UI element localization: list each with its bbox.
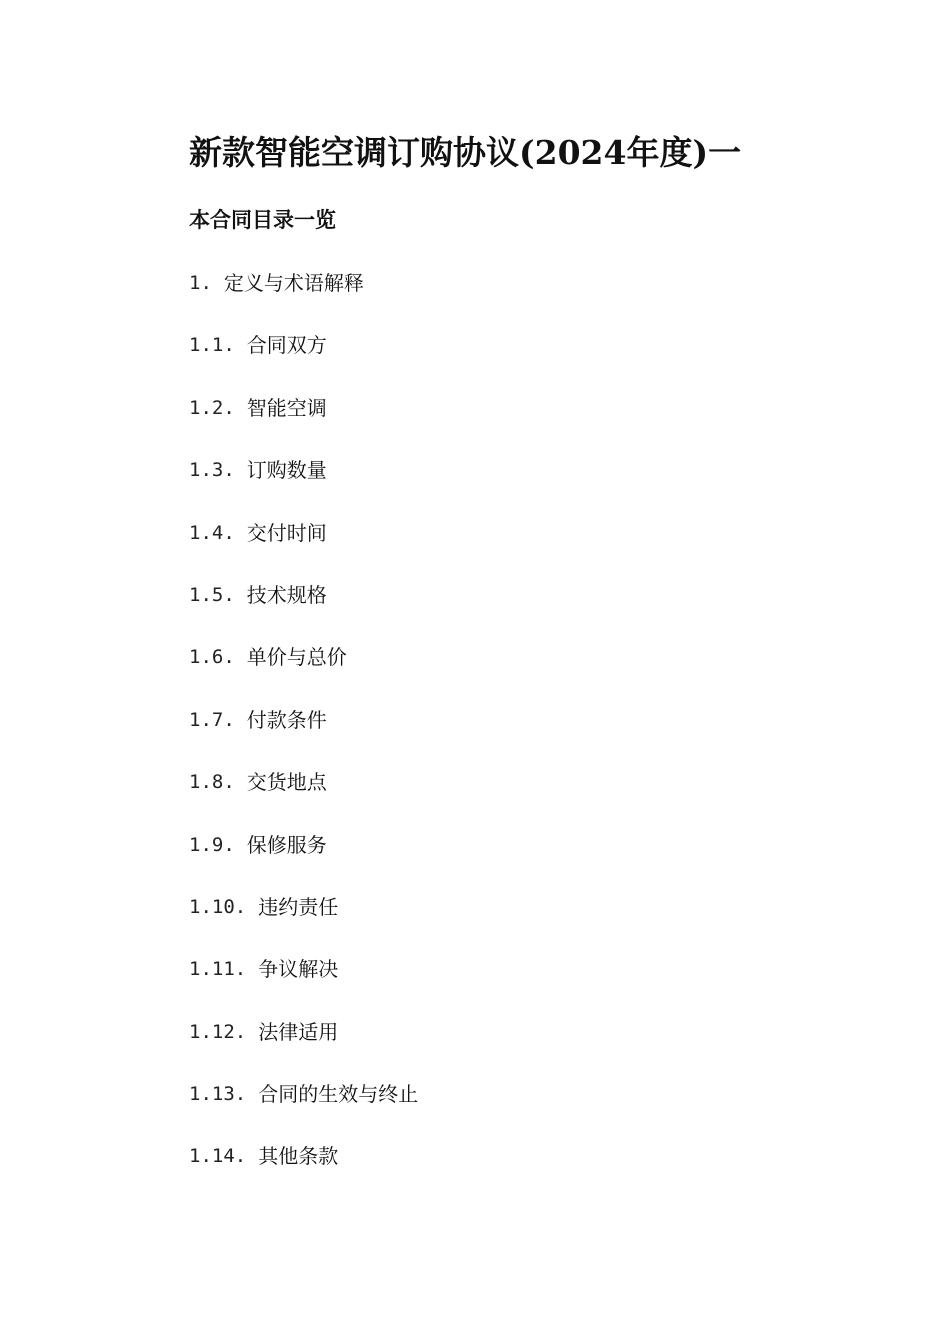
toc-item [189, 393, 418, 455]
toc-item-text: 技术规格 [246, 582, 327, 607]
toc-heading: 本合同目录一览 [189, 207, 336, 232]
toc-item [189, 892, 418, 954]
toc-item [189, 518, 418, 580]
toc-item-number: 1.2. [189, 396, 235, 419]
toc-item-number: 1.13. [189, 1083, 247, 1106]
toc-item-text: 智能空调 [246, 395, 327, 420]
toc-item-number: 1.12. [189, 1020, 247, 1043]
toc-item [189, 268, 418, 330]
toc-item [189, 1079, 418, 1141]
toc-item-text: 争议解决 [258, 957, 339, 982]
toc-item-text: 法律适用 [258, 1019, 339, 1044]
table-of-contents [189, 268, 418, 1204]
toc-item-text: 付款条件 [246, 707, 327, 732]
toc-item-text: 违约责任 [258, 894, 339, 919]
toc-item-number: 1.11. [189, 958, 247, 981]
toc-item [189, 1141, 418, 1203]
toc-item-text: 定义与术语解释 [223, 271, 364, 295]
toc-item [189, 705, 418, 767]
toc-item-number: 1.7. [189, 708, 235, 731]
toc-item [189, 1017, 418, 1079]
toc-item-number: 1.8. [189, 771, 235, 794]
toc-item-text: 订购数量 [246, 458, 327, 483]
toc-item-number: 1.4. [189, 521, 235, 544]
toc-item-number: 1.5. [189, 583, 235, 606]
toc-item [189, 767, 418, 829]
toc-item-number: 1.1. [189, 334, 235, 357]
toc-item-text: 合同双方 [246, 333, 327, 358]
toc-item-text: 合同的生效与终止 [258, 1082, 419, 1107]
toc-item [189, 580, 418, 642]
toc-item-text: 交货地点 [246, 770, 327, 795]
toc-item-number: 1.14. [189, 1145, 247, 1168]
toc-item [189, 642, 418, 704]
toc-item-number: 1. [189, 272, 212, 294]
toc-item-number: 1.6. [189, 646, 235, 669]
toc-item [189, 954, 418, 1016]
toc-item-text: 单价与总价 [246, 645, 347, 670]
toc-item [189, 830, 418, 892]
document-title: 新款智能空调订购协议(2024年度)一 [189, 133, 742, 172]
toc-item-text: 其他条款 [258, 1144, 339, 1169]
toc-item-number: 1.3. [189, 459, 235, 482]
toc-item-number: 1.10. [189, 895, 247, 918]
toc-item-text: 交付时间 [246, 520, 327, 545]
toc-item-text: 保修服务 [246, 832, 327, 857]
toc-item [189, 455, 418, 517]
toc-item [189, 330, 418, 392]
toc-item-number: 1.9. [189, 833, 235, 856]
